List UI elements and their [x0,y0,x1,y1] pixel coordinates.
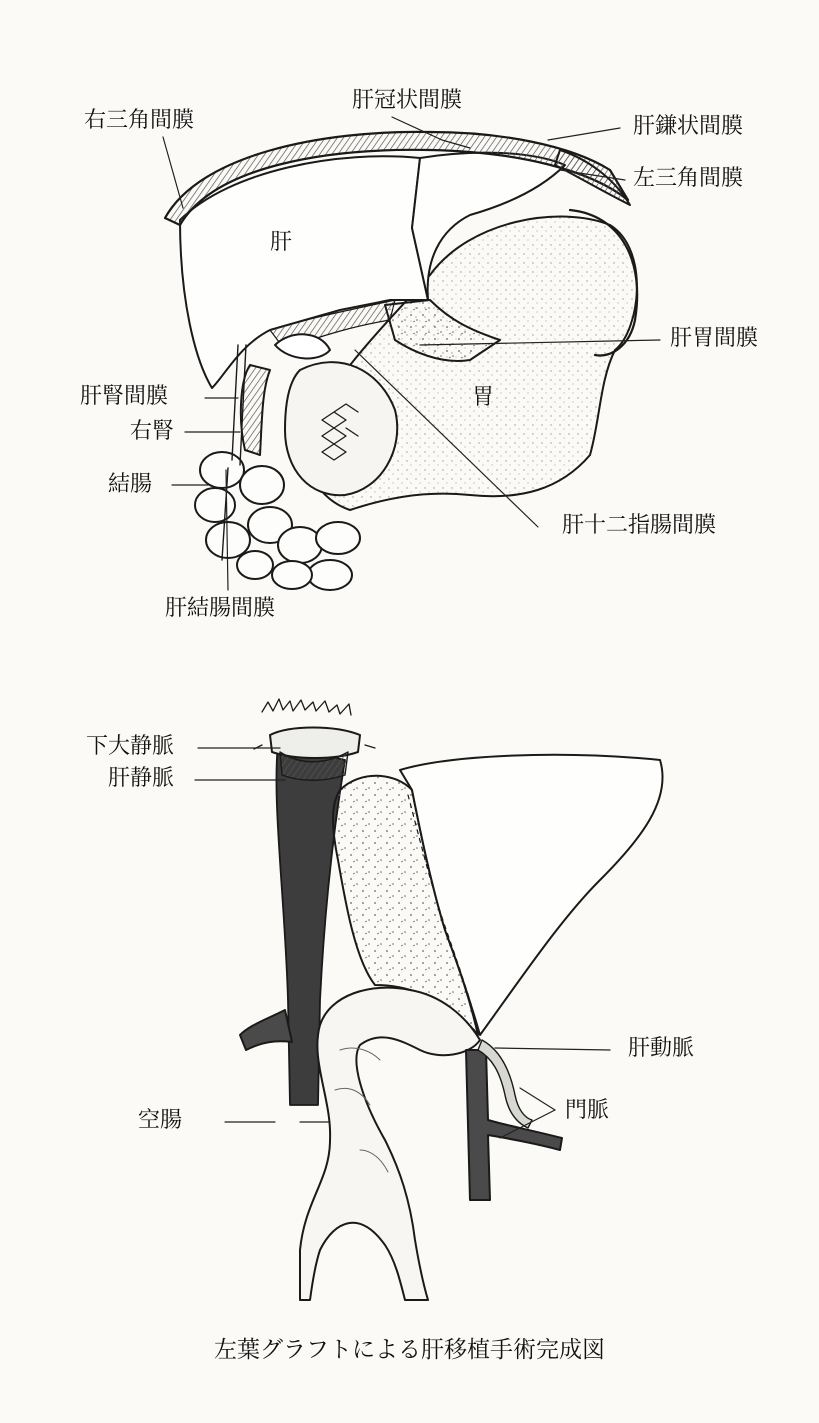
label-right-triangular-ligament: 右三角間膜 [84,108,195,133]
figure-caption: 左葉グラフトによる肝移植手術完成図 [214,1337,605,1363]
gallbladder-ring [275,334,330,358]
bottom-anatomy-figure [195,699,663,1300]
label-jejunum: 空腸 [138,1108,183,1133]
label-hepatorenal-ligament: 肝腎間膜 [80,384,169,409]
label-liver: 肝 [270,230,293,255]
label-inferior-vena-cava: 下大静脈 [86,734,175,759]
label-hepatic-vein: 肝静脈 [108,766,175,791]
label-hepatocolic-ligament: 肝結腸間膜 [165,596,276,621]
portal-vein-shape [466,1050,562,1200]
label-hepatoduodenal-ligament: 肝十二指腸間膜 [562,513,717,538]
label-right-kidney: 右腎 [130,419,175,444]
label-colon: 結腸 [108,472,153,497]
left-ligament-tip [555,150,630,205]
label-falciform-ligament: 肝鎌状間膜 [633,114,744,139]
label-coronary-ligament: 肝冠状間膜 [352,88,463,113]
label-hepatic-artery: 肝動脈 [628,1036,695,1061]
label-stomach: 胃 [472,385,495,410]
right-kidney-shape [241,365,270,455]
jejunum-shape [300,988,480,1300]
label-left-triangular-ligament: 左三角間膜 [633,166,744,191]
label-hepatogastric-ligament: 肝胃間膜 [670,326,759,351]
label-portal-vein: 門脈 [565,1098,610,1123]
renal-vein-branch [240,1010,292,1050]
